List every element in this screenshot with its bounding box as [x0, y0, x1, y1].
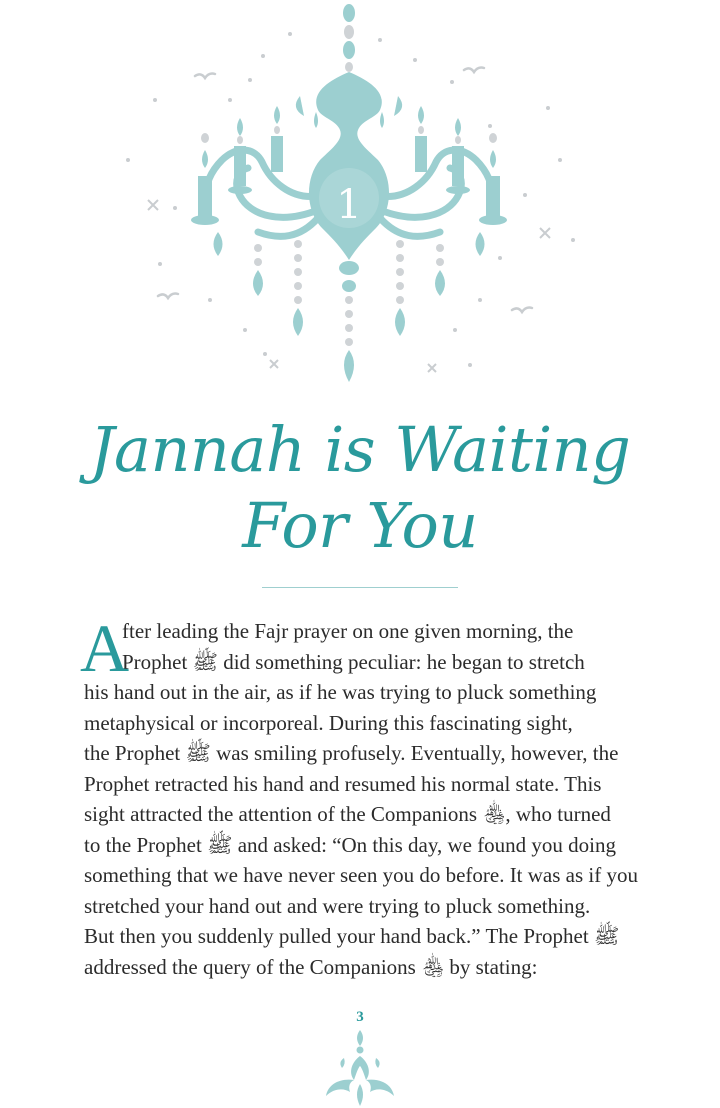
chapter-number: 1	[336, 182, 362, 228]
body-text	[80, 610, 644, 982]
body-line: fter leading the Fajr prayer on one given morning, the	[122, 619, 574, 643]
body-line: sight attracted the attention of the Companions ﵃, who turned	[84, 802, 611, 826]
chapter-title-line-1: Jannah is Waiting	[89, 413, 631, 486]
body-line: But then you suddenly pulled your hand back.” The Prophet ﷺ	[84, 924, 620, 948]
body-line: the Prophet ﷺ was smiling profusely. Eventually, however, the	[84, 741, 619, 765]
chandelier-chain	[343, 4, 355, 72]
drop-cap: A	[80, 610, 130, 686]
body-line: to the Prophet ﷺ and asked: “On this day, we found you doing	[84, 832, 617, 857]
body-line: something that we have never seen you do before. It was as if you	[84, 863, 638, 887]
body-line: stretched your hand out and were trying to pluck something.	[84, 893, 591, 918]
fleur-ornament-icon	[320, 1028, 400, 1108]
body-line: Prophet ﷺ did something peculiar: he began to stretch	[122, 649, 585, 674]
chapter-title-line-2: For You	[242, 489, 478, 562]
body-line: metaphysical or incorporeal. During this fascinating sight,	[84, 710, 573, 735]
divider-rule	[262, 587, 458, 588]
body-line: his hand out in the air, as if he was trying to pluck something	[84, 680, 597, 704]
page-number: 3	[356, 1009, 364, 1025]
chandelier-illustration	[0, 0, 720, 400]
body-line: Prophet retracted his hand and resumed his normal state. This	[84, 771, 602, 796]
body-line: addressed the query of the Companions ﵃ by stating:	[84, 954, 538, 979]
